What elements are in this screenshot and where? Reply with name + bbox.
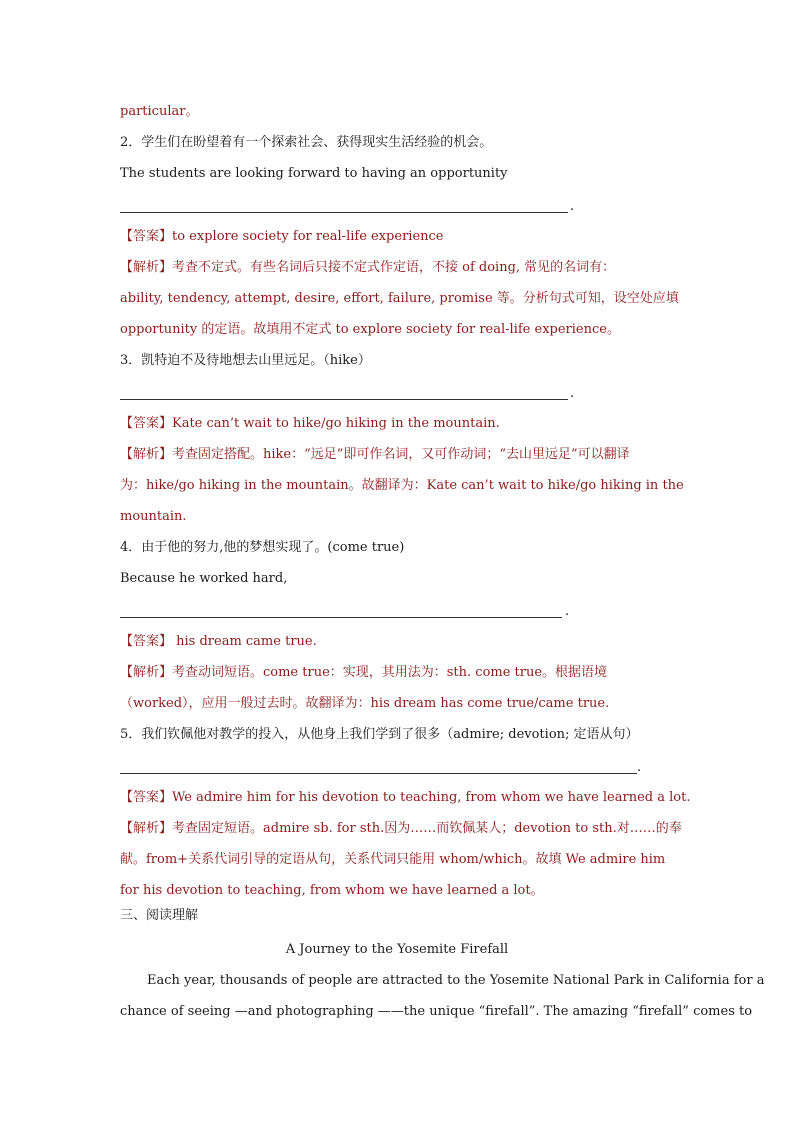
q2-blank-period: . <box>570 199 575 214</box>
q5-answer: 【答案】We admire him for his devotion to teaching, from whom we have learned a lot. <box>120 790 691 805</box>
q4-answer-blank <box>120 617 562 618</box>
q2-analysis-3: opportunity 的定语。故填用不定式 to explore society for real-life experience。 <box>120 322 620 337</box>
q2-analysis-1: 【解析】考查不定式。有些名词后只接不定式作定语，不接 of doing, 常见的名词有： <box>120 260 616 275</box>
q4-stem: Because he worked hard, <box>120 571 288 586</box>
passage-title: A Journey to the Yosemite Firefall <box>285 942 509 957</box>
q4-analysis-1: 【解析】考查动词短语。come true：实现，其用法为：sth. come true。根据语境 <box>120 665 608 680</box>
q4-prompt: 4．由于他的努力,他的梦想实现了。(come true) <box>120 540 405 555</box>
q4-blank-period: . <box>565 604 570 619</box>
q2-stem: The students are looking forward to having an opportunity <box>120 166 508 181</box>
q3-analysis-2: 为：hike/go hiking in the mountain。故翻译为：Kate can’t wait to hike/go hiking in the <box>120 478 684 493</box>
q5-analysis-2: 献。from+关系代词引导的定语从句，关系代词只能用 whom/which。故填 We admire him <box>120 852 666 867</box>
q2-answer-blank <box>120 212 568 213</box>
q5-prompt: 5．我们钦佩他对教学的投入，从他身上我们学到了很多（admire; devotion; 定语从句） <box>120 727 639 742</box>
q4-answer: 【答案】 his dream came true. <box>120 634 317 649</box>
q5-blank-period: . <box>637 760 642 775</box>
q2-answer: 【答案】to explore society for real-life experience <box>120 229 444 244</box>
q3-analysis-3: mountain. <box>120 509 187 524</box>
passage-paragraph-line-1: Each year, thousands of people are attracted to the Yosemite National Park in California for a <box>147 973 765 988</box>
q2-prompt: 2．学生们在盼望着有一个探索社会、获得现实生活经验的机会。 <box>120 135 493 150</box>
q4-analysis-2: （worked），应用一般过去时。故翻译为：his dream has come true/came true. <box>120 696 610 711</box>
q3-blank-period: . <box>570 386 575 401</box>
section-heading: 三、阅读理解 <box>120 908 199 923</box>
q1-answer-tail: particular。 <box>120 104 199 119</box>
q3-answer-blank <box>120 399 568 400</box>
q3-answer: 【答案】Kate can’t wait to hike/go hiking in the mountain. <box>120 416 500 431</box>
passage-paragraph-line-2: chance of seeing —and photographing ——the unique “firefall”. The amazing “firefall” comes to <box>120 1004 753 1019</box>
q2-analysis-2: ability, tendency, attempt, desire, effort, failure, promise 等。分析句式可知，设空处应填 <box>120 291 679 306</box>
q5-analysis-3: for his devotion to teaching, from whom we have learned a lot。 <box>120 883 544 898</box>
q5-analysis-1: 【解析】考查固定短语。admire sb. for sth.因为……而钦佩某人；devotion to sth.对……的奉 <box>120 821 682 836</box>
q5-answer-blank <box>120 773 637 774</box>
q3-analysis-1: 【解析】考查固定搭配。hike：“远足”即可作名词，又可作动词；“去山里远足”可以翻译 <box>120 447 630 462</box>
q3-prompt: 3．凯特迫不及待地想去山里远足。（hike） <box>120 353 371 368</box>
